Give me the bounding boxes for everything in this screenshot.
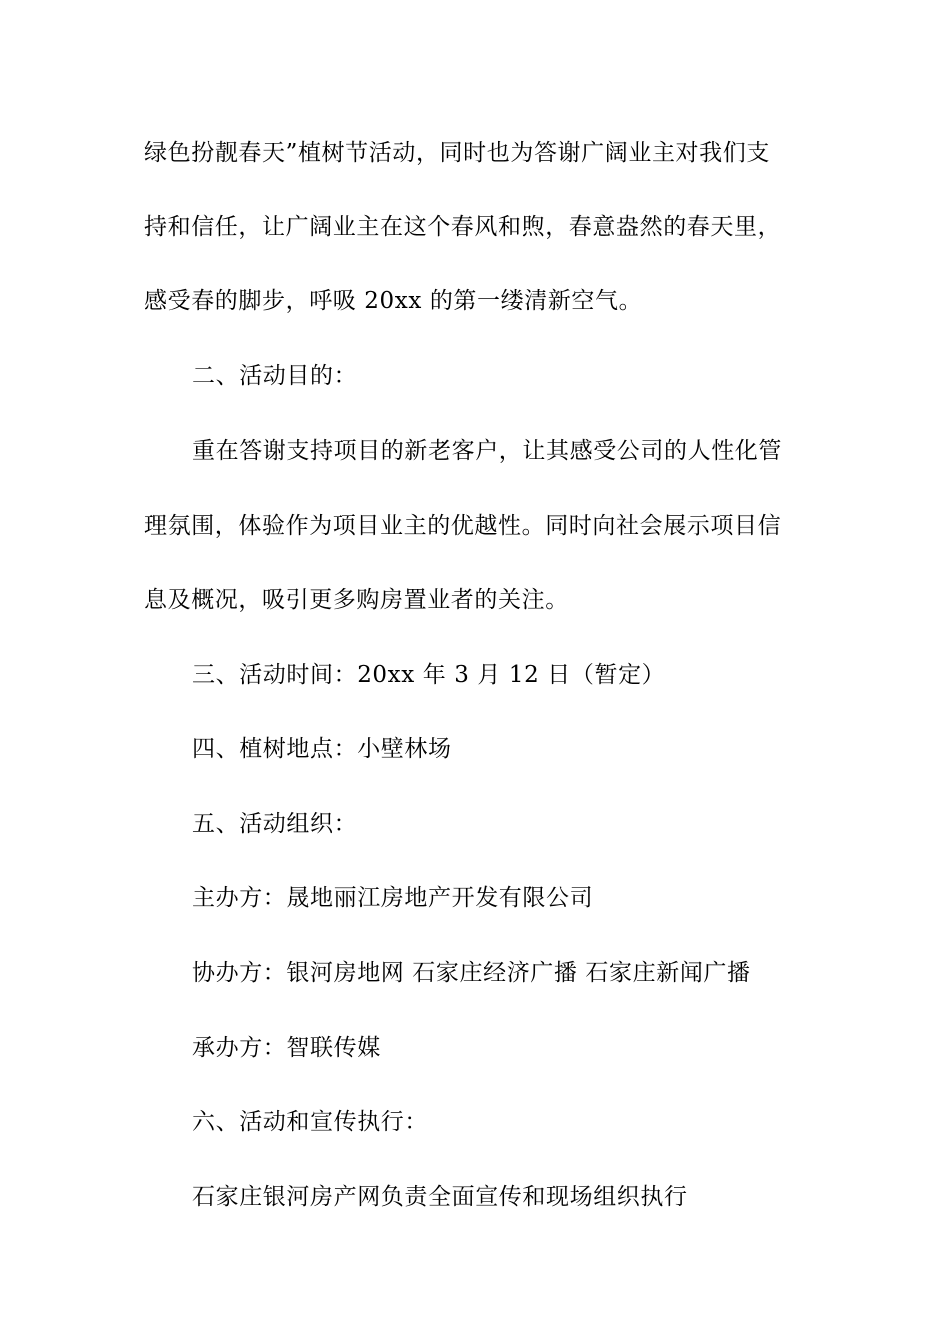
execution-line: 石家庄银河房产网负责全面宣传和现场组织执行: [192, 1184, 688, 1210]
paragraph-2-line-1: 重在答谢支持项目的新老客户，让其感受公司的人性化管: [192, 438, 782, 464]
paragraph-2-line-3: 息及概况，吸引更多购房置业者的关注。: [144, 587, 569, 613]
section-4-heading: 四、植树地点：小壁林场: [192, 736, 452, 762]
section-3-heading: 三、活动时间：20xx 年 3 月 12 日（暂定）: [192, 662, 666, 688]
section-5-heading: 五、活动组织：: [192, 811, 358, 837]
paragraph-2-line-2: 理氛围，体验作为项目业主的优越性。同时向社会展示项目信: [144, 513, 782, 539]
section-6-heading: 六、活动和宣传执行：: [192, 1109, 428, 1135]
paragraph-1-line-2: 持和信任，让广阔业主在这个春风和煦，春意盎然的春天里，: [144, 214, 782, 240]
section-2-heading: 二、活动目的：: [192, 363, 358, 389]
organizer-host: 主办方：晟地丽江房地产开发有限公司: [192, 885, 594, 911]
organizer-co: 协办方：银河房地网 石家庄经济广播 石家庄新闻广播: [192, 960, 751, 986]
organizer-undertaker: 承办方：智联传媒: [192, 1035, 381, 1061]
paragraph-1-line-1: 绿色扮靓春天”植树节活动，同时也为答谢广阔业主对我们支: [144, 140, 770, 166]
paragraph-1-line-3: 感受春的脚步，呼吸 20xx 的第一缕清新空气。: [144, 288, 643, 314]
